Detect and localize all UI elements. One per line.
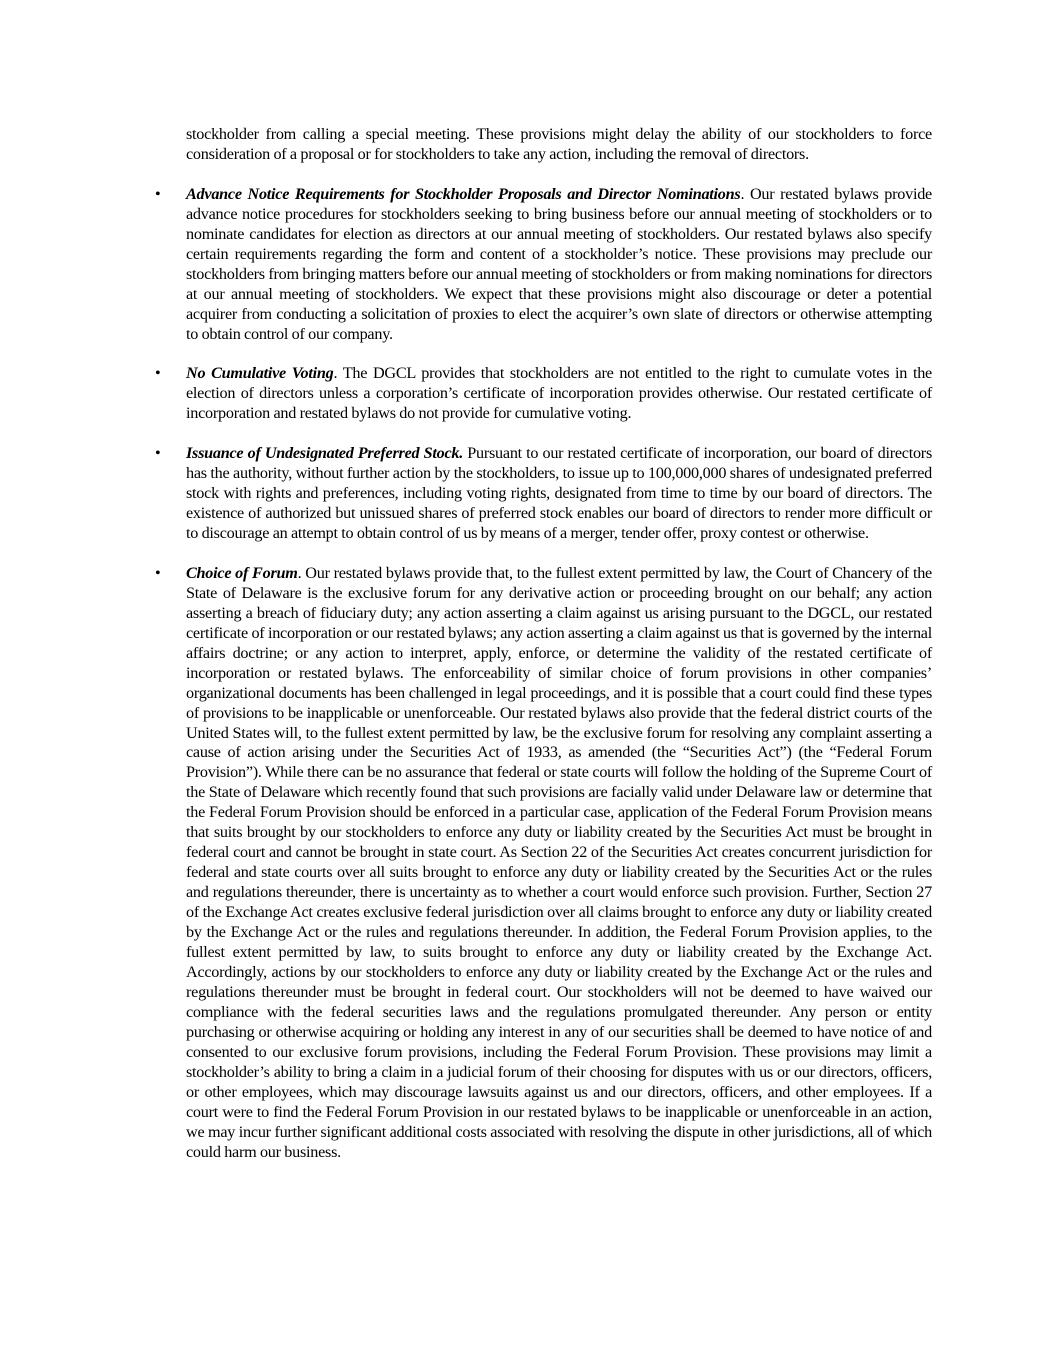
bullet-icon: • [155,444,161,463]
bullet-body: Our restated bylaws provide advance notice procedures for stockholders seeking to bring business before our annual meeting of stockholders or to nominate candidates for election as directors at our annual meeting of stockholders. Our restated bylaws also specify certain requirements regarding the form and content of a stockholder’s notice. These provisions may preclude our stockholders from bringing matters before our annual meeting of stockholders or from making nominations for directors at our annual meeting of stockholders. We expect that these provisions might also discourage or deter a potential acquirer from conducting a solicitation of proxies to elect the acquirer’s own slate of directors or otherwise attempting to obtain control of our company. [186,184,932,343]
intro-paragraph: stockholder from calling a special meeting. These provisions might delay the ability of our stockholders to force consideration of a proposal or for stockholders to take any action, including the removal of directors. [186,125,932,163]
document-body [155,125,933,1163]
bullet-paragraph [186,444,932,544]
bullet-icon: • [155,184,161,203]
bullet-undesignated-preferred-stock [155,444,933,544]
bullet-body: The DGCL provides that stockholders are not entitled to the right to cumulate votes in the election of directors unless a corporation’s certificate of incorporation provides otherwise. Our restated certificate of incorporation and restated bylaws do not provide for cumulative voting. [186,364,932,423]
bullet-body: Pursuant to our restated certificate of incorporation, our board of directors has the authority, without further action by the stockholders, to issue up to 100,000,000 shares of undesignated preferred stock with rights and preferences, including voting rights, designated from time to time by our board of directors. The existence of authorized but unissued shares of preferred stock enables our board of directors to render more difficult or to discourage an attempt to obtain control of us by means of a merger, tender offer, proxy contest or otherwise. [186,444,933,543]
bullet-paragraph [186,185,932,345]
bullet-heading: No Cumulative Voting [186,364,334,383]
bullet-advance-notice [155,184,932,345]
bullet-heading: Choice of Forum [186,563,298,582]
bullet-paragraph [186,564,932,1163]
bullet-heading-punct: . [297,563,302,582]
bullet-icon: • [155,563,161,582]
bullet-no-cumulative-voting [155,364,932,424]
bullet-icon: • [155,364,161,383]
bullet-choice-of-forum [155,563,932,1163]
bullet-heading: Issuance of Undesignated Preferred Stock. [186,444,464,463]
bullet-heading: Advance Notice Requirements for Stockholder Proposals and Director Nominations [186,184,741,203]
bullet-paragraph [186,364,932,424]
bullet-body: Our restated bylaws provide that, to the fullest extent permitted by law, the Court of Chancery of the State of Delaware is the exclusive forum for any derivative action or proceeding brought on our behalf; any action asserting a breach of fiduciary duty; any action asserting a claim against us arising pursuant to the DGCL, our restated certificate of incorporation or our restated bylaws; any action asserting a claim against us that is governed by the internal affairs doctrine; or any action to interpret, apply, enforce, or determine the validity of the restated certificate of incorporation or restated bylaws. The enforceability of similar choice of forum provisions in other companies’ organizational documents has been challenged in legal proceedings, and it is possible that a court could find these types of provisions to be inapplicable or unenforceable. Our restated bylaws also provide that the federal district courts of the United States will, to the fullest extent permitted by law, be the exclusive forum for resolving any complaint asserting a cause of action arising under the Securities Act of 1933, as amended (the “Securities Act”) (the “Federal Forum Provision”). While there can be no assurance that federal or state courts will follow the holding of the Supreme Court of the State of Delaware which recently found that such provisions are facially valid under Delaware law or determine that the Federal Forum Provision should be enforced in a particular case, application of the Federal Forum Provision means that suits brought by our stockholders to enforce any duty or liability created by the Securities Act must be brought in federal court and cannot be brought in state court. As Section 22 of the Securities Act creates concurrent jurisdiction for federal and state courts over all suits brought to enforce any duty or liability created by the Securities Act or the rules and regulations thereunder, there is uncertainty as to whether a court would enforce such provision. Further, Section 27 of the Exchange Act creates exclusive federal jurisdiction over all claims brought to enforce any duty or liability created by the Exchange Act or the rules and regulations thereunder. In addition, the Federal Forum Provision applies, to the fullest extent permitted by law, to suits brought to enforce any duty or liability created by the Exchange Act. Accordingly, actions by our stockholders to enforce any duty or liability created by the Exchange Act or the rules and regulations thereunder must be brought in federal court. Our stockholders will not be deemed to have waived our compliance with the federal securities laws and the regulations promulgated thereunder. Any person or entity purchasing or otherwise acquiring or holding any interest in any of our securities shall be deemed to have notice of and consented to our exclusive forum provisions, including the Federal Forum Provision. These provisions may limit a stockholder’s ability to bring a claim in a judicial forum of their choosing for disputes with us or our directors, officers, or other employees, which may discourage lawsuits against us and our directors, officers, and other employees. If a court were to find the Federal Forum Provision in our restated bylaws to be inapplicable or unenforceable in an action, we may incur further significant additional costs associated with resolving the dispute in other jurisdictions, all of which could harm our business. [186,563,932,1161]
bullet-heading-punct: . [740,184,745,203]
bullet-heading-punct: . [333,364,338,383]
